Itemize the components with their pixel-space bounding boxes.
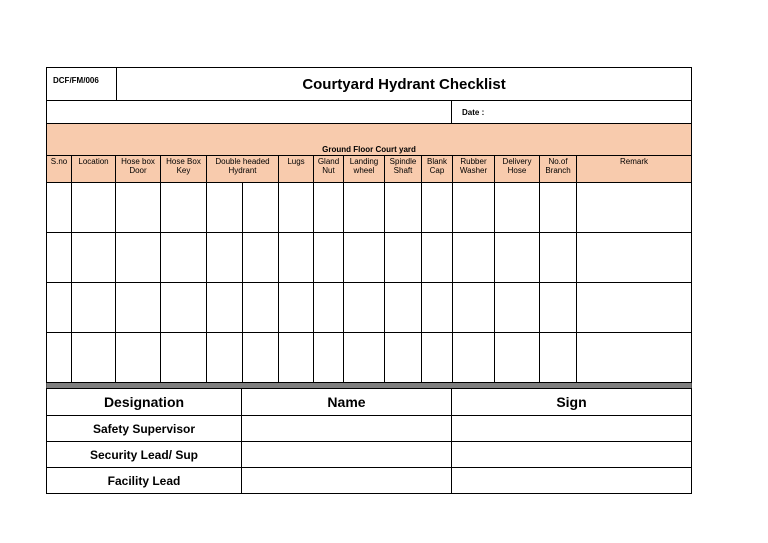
designation-label: Safety Supervisor [47,416,242,442]
column-header: Remark [577,156,692,183]
column-header: Rubber Washer [453,156,495,183]
table-row [47,233,692,283]
date-field[interactable]: Date : [452,101,692,124]
column-header: No.of Branch [540,156,577,183]
column-header: S.no [47,156,72,183]
signoff-row [47,416,692,442]
table-row [47,183,692,233]
column-header: Lugs [279,156,314,183]
sign-field[interactable] [452,468,692,494]
form-header [46,67,692,124]
table-row [47,333,692,383]
name-header: Name [242,389,452,416]
checklist-form [46,67,691,494]
signoff-table [46,388,692,494]
name-field[interactable] [242,442,452,468]
form-code: DCF/FM/006 [47,68,117,101]
column-header: Double headed Hydrant [207,156,279,183]
column-header: Spindle Shaft [385,156,422,183]
blank-cell [47,101,452,124]
signoff-row [47,468,692,494]
sign-header: Sign [452,389,692,416]
name-field[interactable] [242,416,452,442]
sign-field[interactable] [452,416,692,442]
column-header: Hose box Door [116,156,161,183]
inspection-table [46,123,692,389]
form-title: Courtyard Hydrant Checklist [117,68,692,101]
column-header: Hose Box Key [161,156,207,183]
name-field[interactable] [242,468,452,494]
designation-label: Facility Lead [47,468,242,494]
signoff-row [47,442,692,468]
table-row [47,283,692,333]
designation-header: Designation [47,389,242,416]
column-header: Landing wheel [344,156,385,183]
column-header: Location [72,156,116,183]
section-title: Ground Floor Court yard [47,124,692,156]
sign-field[interactable] [452,442,692,468]
column-header: Gland Nut [314,156,344,183]
column-header: Blank Cap [422,156,453,183]
column-header: Delivery Hose [495,156,540,183]
designation-label: Security Lead/ Sup [47,442,242,468]
